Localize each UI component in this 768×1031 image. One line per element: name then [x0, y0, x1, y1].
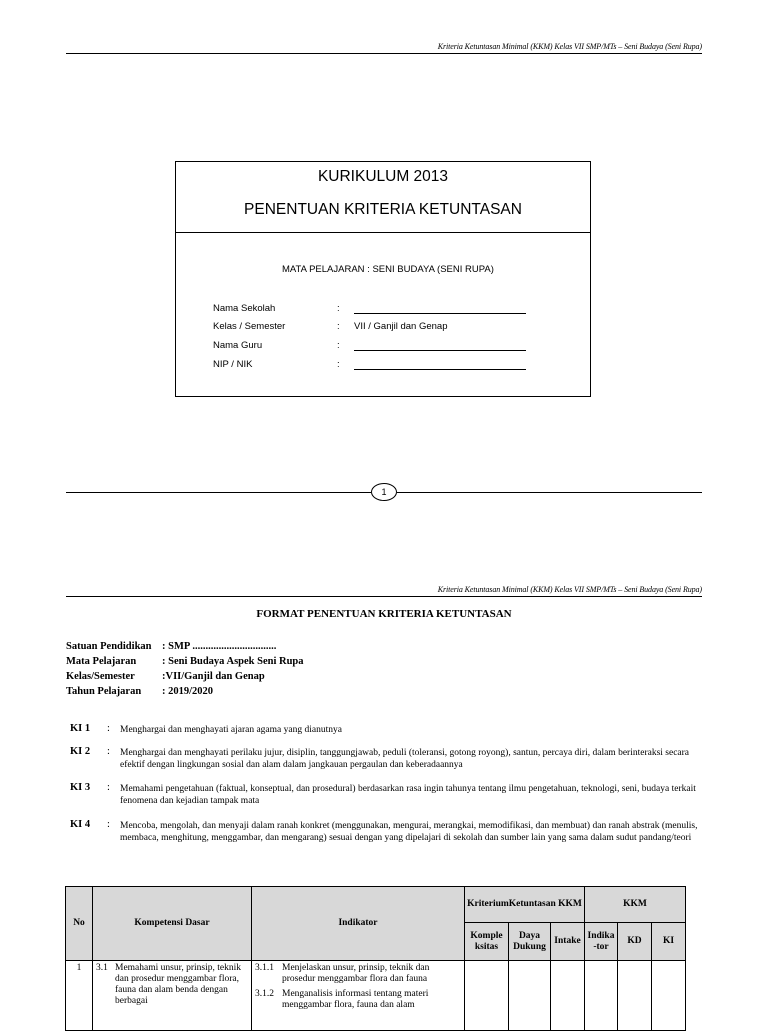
cover-title: KURIKULUM 2013 — [317, 168, 449, 185]
cell-kkm-ki — [652, 961, 686, 1031]
meta-label: Tahun Pelajaran — [66, 686, 142, 697]
indikator-number: 3.1.1 — [255, 963, 274, 973]
row-kd-cell — [93, 961, 252, 1031]
ki-text: Menghargai dan menghayati perilaku jujur, disiplin, tanggungjawab, peduli (toleransi, gotong royong), santun, percaya diri, dalam berinteraksi secara efektif dengan lingkungan sosial dan alam dalam jangkauan pergaulan dan keberadaannya — [120, 748, 690, 770]
indikator-text: Menjelaskan unsur, prinsip, teknik dan prosedur menggambar flora dan fauna — [282, 963, 430, 984]
header-kkm-kd: KD — [618, 923, 652, 961]
header-kompleksitas: Komple ksitas — [465, 923, 509, 961]
meta-label: Mata Pelajaran — [66, 656, 137, 667]
ki-colon: : — [107, 746, 110, 757]
cell-intake — [551, 961, 585, 1031]
field-colon: : — [337, 359, 340, 370]
ki-colon: : — [107, 782, 110, 793]
cell-kkm-indikator — [585, 961, 618, 1031]
ki-label: KI 4 — [70, 819, 91, 830]
field-colon: : — [337, 340, 340, 351]
kd-item — [93, 961, 251, 1007]
ki-label: KI 3 — [70, 782, 91, 793]
field-label: NIP / NIK — [213, 359, 253, 370]
ki-text: Mencoba, mengolah, dan menyaji dalam ranah konkret (menggunakan, mengurai, merangkai, memodifikasi, dan membuat) dan ranah abstrak (menulis, membaca, menghitung, menggambar, dan mengarang) sesuai dengan yang dipelajari di sekolah dan sumber lain yang sama dalam sudut pandang/teori — [120, 821, 698, 843]
indikator-text: Menganalisis informasi tentang materi menggambar flora, fauna dan alam — [282, 989, 429, 1010]
field-label: Nama Sekolah — [213, 303, 276, 314]
kd-number: 3.1 — [96, 963, 108, 973]
running-header: Kriteria Ketuntasan Minimal (KKM) Kelas VII SMP/MTs – Seni Budaya (Seni Rupa) — [437, 42, 702, 51]
header-kkm-indikator: Indika -tor — [585, 923, 618, 961]
header-kriterium: KriteriumKetuntasan KKM — [465, 887, 585, 923]
cover-subtitle: PENENTUAN KRITERIA KETUNTASAN — [244, 201, 522, 218]
header-intake: Intake — [551, 923, 585, 961]
meta-value: :VII/Ganjil dan Genap — [162, 671, 265, 682]
blank-line — [354, 313, 526, 314]
running-header: Kriteria Ketuntasan Minimal (KKM) Kelas VII SMP/MTs – Seni Budaya (Seni Rupa) — [437, 585, 702, 594]
field-colon: : — [337, 321, 340, 332]
cover-box — [175, 161, 591, 397]
footer-rule-right — [397, 492, 702, 493]
mata-pelajaran-line: MATA PELAJARAN : SENI BUDAYA (SENI RUPA) — [282, 264, 494, 275]
indikator-item — [252, 961, 464, 985]
ki-colon: : — [107, 819, 110, 830]
kkm-table — [65, 886, 686, 1031]
field-label: Nama Guru — [213, 340, 263, 351]
cover-divider — [176, 232, 590, 233]
meta-label: Satuan Pendidikan — [66, 641, 152, 652]
field-value: VII / Ganjil dan Genap — [354, 321, 448, 332]
indikator-number: 3.1.2 — [255, 989, 274, 999]
header-indikator: Indikator — [252, 887, 465, 961]
cell-daya-dukung — [509, 961, 551, 1031]
field-colon: : — [337, 303, 340, 314]
header-kkm-ki: KI — [652, 923, 686, 961]
page-number: 1 — [371, 483, 397, 501]
blank-line — [354, 369, 526, 370]
row-no: 1 — [66, 961, 93, 1031]
ki-text: Menghargai dan menghayati ajaran agama yang dianutnya — [120, 725, 342, 735]
meta-value: : SMP ................................ — [162, 641, 277, 652]
header-kkm: KKM — [585, 887, 686, 923]
blank-line — [354, 350, 526, 351]
header-rule — [66, 53, 702, 54]
table-row — [66, 961, 686, 1031]
row-indikator-cell — [252, 961, 465, 1031]
meta-label: Kelas/Semester — [66, 671, 135, 682]
header-no: No — [66, 887, 93, 961]
cell-kompleksitas — [465, 961, 509, 1031]
header-daya-dukung: Daya Dukung — [509, 923, 551, 961]
footer-rule-left — [66, 492, 371, 493]
meta-value: : 2019/2020 — [162, 686, 214, 697]
header-rule — [66, 596, 702, 597]
indikator-item — [252, 989, 464, 1011]
format-title: FORMAT PENENTUAN KRITERIA KETUNTASAN — [256, 608, 512, 620]
field-label: Kelas / Semester — [213, 321, 286, 332]
ki-text: Memahami pengetahuan (faktual, konseptual, dan prosedural) berdasarkan rasa ingin tahunya tentang ilmu pengetahuan, teknologi, seni, budaya terkait fenomena dan kejadian tampak mata — [120, 784, 696, 806]
meta-value: : Seni Budaya Aspek Seni Rupa — [162, 656, 304, 667]
ki-label: KI 1 — [70, 723, 91, 734]
ki-colon: : — [107, 723, 110, 734]
ki-label: KI 2 — [70, 746, 91, 757]
kd-text: Memahami unsur, prinsip, teknik dan prosedur menggambar flora, fauna dan alam benda dengan berbagai — [115, 963, 242, 1006]
cell-kkm-kd — [618, 961, 652, 1031]
header-kompetensi-dasar: Kompetensi Dasar — [93, 887, 252, 961]
